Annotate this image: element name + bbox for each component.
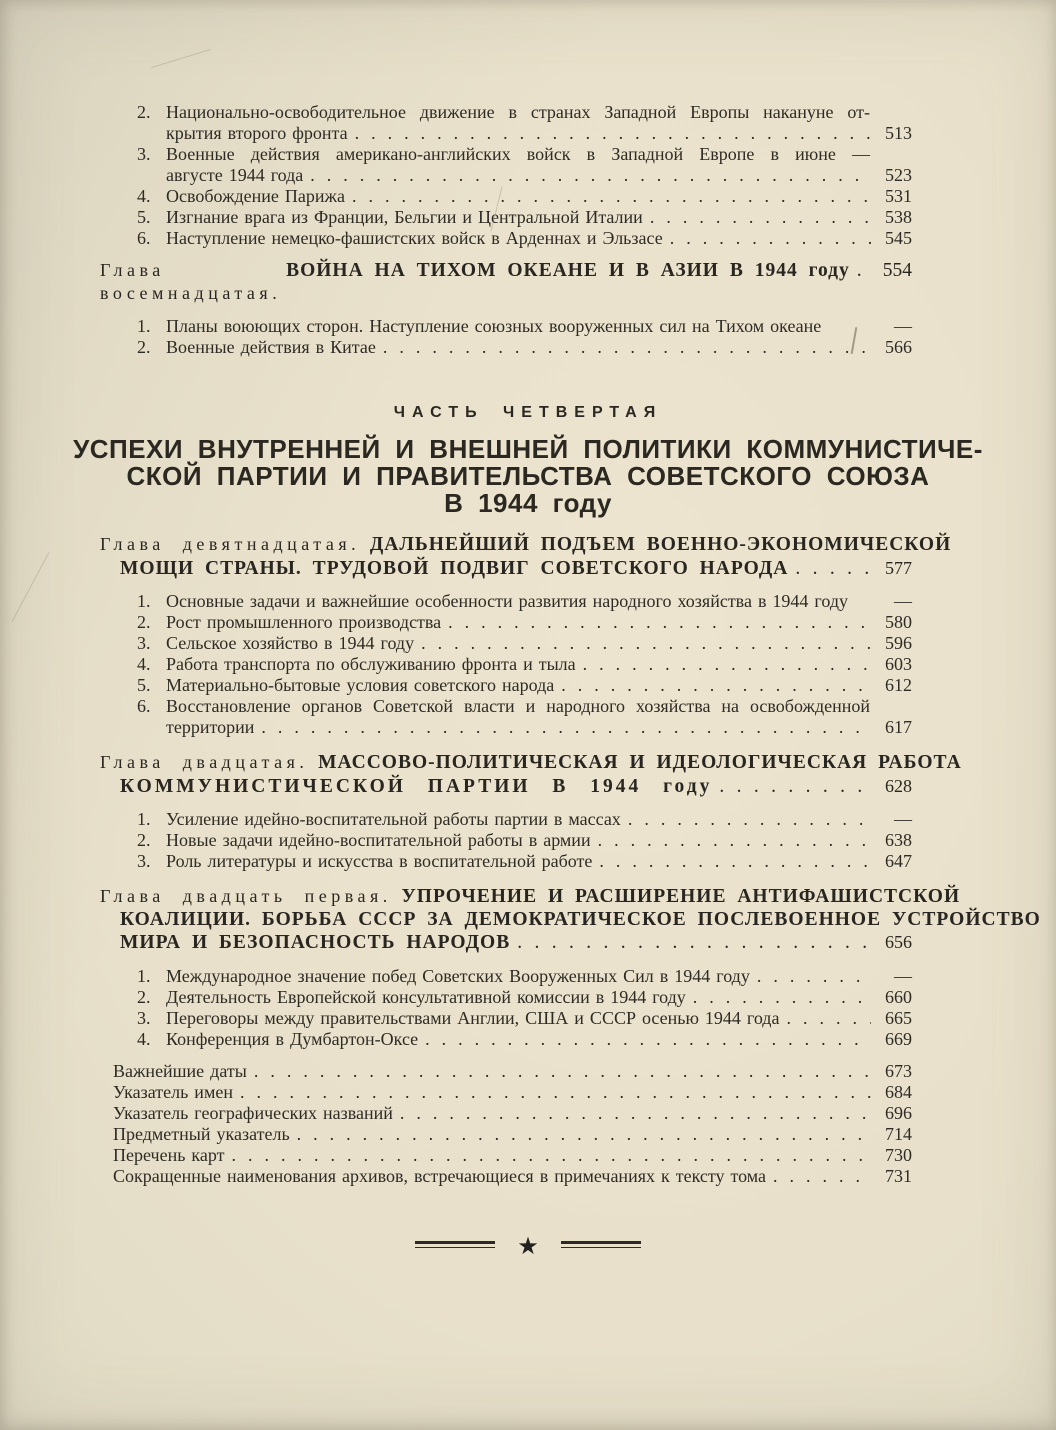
page-number: 513 [885, 123, 912, 143]
dot-leader [383, 337, 871, 358]
dot-leader [352, 186, 871, 207]
toc-entry [100, 851, 912, 872]
dot-leader [425, 1029, 871, 1050]
toc-entry [100, 696, 912, 738]
chapter-name: Глава двадцатая. [100, 752, 309, 772]
chapter-title: МАССОВО-ПОЛИТИЧЕСКАЯ И ИДЕОЛОГИЧЕСКАЯ РАБОТА [318, 752, 962, 773]
page-number: — [894, 316, 912, 336]
entry-number: 2. [137, 337, 151, 357]
page-number: 731 [885, 1165, 912, 1186]
entry-number: 3. [137, 633, 151, 653]
entry-number: 5. [137, 675, 151, 695]
entry-number: 1. [137, 965, 151, 986]
entry-text: августе 1944 года [166, 165, 304, 185]
chapter-heading [100, 751, 962, 798]
page-number: 665 [885, 1007, 912, 1028]
dot-leader [857, 260, 871, 283]
chapter-title: МОЩИ СТРАНЫ. ТРУДОВОЙ ПОДВИГ СОВЕТСКОГО НАРОДА [120, 557, 789, 579]
page-number: 647 [885, 851, 912, 871]
dot-leader [757, 966, 871, 987]
entry-text: Военные действия в Китае [166, 337, 376, 357]
entry-text: Сельское хозяйство в 1944 году [166, 633, 415, 653]
page-number: 660 [885, 986, 912, 1007]
dot-leader [310, 165, 871, 186]
entry-number: 1. [137, 316, 151, 336]
dot-leader [400, 1103, 871, 1124]
chapter-heading [100, 533, 952, 580]
entry-text: Указатель географических названий [113, 1102, 393, 1123]
dot-leader [421, 633, 871, 654]
chapter-title: КОММУНИСТИЧЕСКОЙ ПАРТИИ В 1944 году [120, 775, 713, 797]
toc-entry [100, 654, 912, 675]
dot-leader [795, 558, 871, 581]
entry-number: 3. [137, 1007, 151, 1028]
entry-number: 5. [137, 207, 151, 227]
page-number: 596 [885, 633, 912, 653]
entry-number: 2. [137, 986, 151, 1007]
crease-line [151, 49, 211, 68]
entry-number: 2. [137, 612, 151, 632]
entry-number: 6. [137, 696, 151, 716]
entry-text: Важнейшие даты [113, 1060, 247, 1081]
entry-text: Планы воюющих сторон. Наступление союзных вооруженных сил на Тихом океане [166, 316, 822, 336]
dot-leader [693, 987, 871, 1008]
page-number: 696 [885, 1102, 912, 1123]
toc-entry [100, 186, 912, 207]
part-title [0, 436, 1056, 517]
chapter-title: ВОЙНА НА ТИХОМ ОКЕАНЕ И В АЗИИ В 1944 году [286, 260, 850, 281]
entry-text: Освобождение Парижа [166, 186, 345, 206]
back-matter-entry [100, 1145, 912, 1166]
toc-entry [100, 144, 912, 186]
back-matter-entry [100, 1061, 912, 1082]
entry-text: Международное значение побед Советских Вооруженных Сил в 1944 году [166, 965, 750, 986]
entry-number: 1. [137, 809, 151, 829]
double-rule [415, 1241, 495, 1248]
toc-entry [100, 316, 912, 337]
entry-text: Материально-бытовые условия советского народа [166, 675, 555, 695]
page-number: 669 [885, 1028, 912, 1049]
page-number: 656 [885, 932, 912, 952]
dot-leader [232, 1145, 871, 1166]
dot-leader [598, 830, 871, 851]
part-title-line: В 1944 году [444, 488, 612, 518]
toc-entry [100, 207, 912, 228]
dot-leader [650, 207, 871, 228]
entry-text: Деятельность Европейской консультативной комиссии в 1944 году [166, 986, 686, 1007]
toc-entry [100, 612, 912, 633]
entry-text: Изгнание врага из Франции, Бельгии и Центральной Италии [166, 207, 643, 227]
entry-text: Военные действия американо-английских войск в Западной Европе в июне — [166, 144, 870, 164]
toc-entry [100, 809, 912, 830]
page-number: 580 [885, 612, 912, 632]
entry-text: крытия второго фронта [166, 123, 348, 143]
back-matter-entry [100, 1124, 912, 1145]
section-divider [0, 1231, 1056, 1260]
page-number: 603 [885, 654, 912, 674]
entry-text: Восстановление органов Советской власти и народного хозяйства на освобожденной [166, 696, 870, 716]
page-number: 612 [885, 675, 912, 695]
toc-entry [100, 987, 912, 1008]
page-number: 628 [885, 775, 912, 796]
entry-number: 3. [137, 851, 151, 871]
entry-text: Указатель имен [113, 1081, 233, 1102]
page-number: 617 [885, 717, 912, 737]
entry-text: территории [166, 717, 255, 737]
chapter-name: Глава девятнадцатая. [100, 534, 361, 554]
entry-text: Новые задачи идейно-воспитательной работы в армии [166, 830, 591, 850]
entry-text: Предметный указатель [113, 1123, 290, 1144]
page-number: — [894, 809, 912, 829]
toc-entry [100, 1008, 912, 1029]
dot-leader [773, 1166, 871, 1187]
dot-leader [719, 776, 871, 799]
back-matter-entry [100, 1166, 912, 1187]
entry-text: Наступление немецко-фашистских войск в Арденнах и Эльзасе [166, 228, 663, 248]
dot-leader [599, 851, 871, 872]
table-of-contents [73, 102, 1041, 1260]
entry-number: 3. [137, 144, 151, 164]
entry-text: Сокращенные наименования архивов, встречающиеся в примечаниях к тексту тома [113, 1165, 767, 1186]
page-number: 566 [885, 337, 912, 357]
page-number: 538 [885, 207, 912, 227]
page-number: 684 [885, 1081, 912, 1102]
dot-leader [561, 675, 871, 696]
entry-text: Переговоры между правительствами Англии, США и СССР осенью 1944 года [166, 1007, 780, 1028]
toc-entry [100, 633, 912, 654]
chapter-title: КОАЛИЦИИ. БОРЬБА СССР ЗА ДЕМОКРАТИЧЕСКОЕ ПОСЛЕВОЕННОЕ УСТРОЙСТВО [120, 908, 1041, 930]
toc-entry [100, 102, 912, 144]
dot-leader [583, 654, 871, 675]
part-kicker: ЧАСТЬ ЧЕТВЕРТАЯ [393, 404, 663, 421]
dot-leader [786, 1008, 871, 1029]
entry-number: 2. [137, 102, 151, 122]
back-matter-entry [100, 1082, 912, 1103]
entry-text: Роль литературы и искусства в воспитательной работе [166, 851, 593, 871]
toc-entry [100, 228, 912, 249]
entry-text: Рост промышленного производства [166, 612, 442, 632]
chapter-title: УПРОЧЕНИЕ И РАСШИРЕНИЕ АНТИФАШИСТСКОЙ [401, 886, 961, 907]
page-number: 554 [882, 260, 912, 281]
entry-number: 2. [137, 830, 151, 850]
entry-text: Национально-освободительное движение в странах Западной Европы накануне от- [166, 102, 870, 122]
dot-leader [297, 1124, 871, 1145]
back-matter-list [100, 1061, 912, 1187]
part-title-line: СКОЙ ПАРТИИ И ПРАВИТЕЛЬСТВА СОВЕТСКОГО СОЮЗА [126, 461, 930, 491]
toc-entry [100, 966, 912, 987]
chapter-title: МИРА И БЕЗОПАСНОСТЬ НАРОДОВ [120, 932, 511, 953]
page-number: 638 [885, 830, 912, 850]
toc-entry [100, 337, 912, 358]
part-heading [0, 404, 1056, 517]
entry-number: 1. [137, 591, 151, 611]
page-number: — [894, 591, 912, 611]
star-glyph: ★ [517, 1231, 539, 1260]
dot-leader [628, 809, 871, 830]
double-rule [561, 1241, 641, 1248]
page-number: 523 [885, 165, 912, 185]
dot-leader [240, 1082, 871, 1103]
entry-text: Основные задачи и важнейшие особенности развития народного хозяйства в 1944 году [166, 591, 849, 611]
chapter-name: Глава восемнадцатая. [100, 260, 282, 303]
page-number: 714 [885, 1123, 912, 1144]
entry-number: 6. [137, 228, 151, 248]
page-number: — [894, 965, 912, 986]
chapter-heading [100, 885, 1041, 955]
dot-leader [448, 612, 871, 633]
chapter-title: ДАЛЬНЕЙШИЙ ПОДЪЕМ ВОЕННО-ЭКОНОМИЧЕСКОЙ [369, 534, 952, 555]
toc-entry [100, 1029, 912, 1050]
page-number: 673 [885, 1060, 912, 1081]
entry-number: 4. [137, 654, 151, 674]
dot-leader [254, 1061, 871, 1082]
chapter-heading [100, 259, 912, 304]
dot-leader [670, 228, 871, 249]
entry-number: 4. [137, 186, 151, 206]
entry-text: Перечень карт [113, 1144, 225, 1165]
page-number: 730 [885, 1144, 912, 1165]
back-matter-entry [100, 1103, 912, 1124]
dot-leader [517, 932, 871, 955]
entry-text: Усиление идейно-воспитательной работы партии в массах [166, 809, 621, 829]
page-number: 577 [885, 557, 912, 578]
dot-leader [355, 123, 871, 144]
dot-leader [261, 717, 871, 738]
toc-entry [100, 591, 912, 612]
chapter-name: Глава двадцать первая. [100, 886, 392, 906]
page-number: 545 [885, 228, 912, 248]
entry-text: Работа транспорта по обслуживанию фронта и тыла [166, 654, 576, 674]
crease-line [12, 552, 50, 621]
entry-number: 4. [137, 1028, 151, 1049]
toc-entry [100, 675, 912, 696]
entry-text: Конференция в Думбартон-Оксе [166, 1028, 419, 1049]
page-number: 531 [885, 186, 912, 206]
part-title-line: УСПЕХИ ВНУТРЕННЕЙ И ВНЕШНЕЙ ПОЛИТИКИ КОММУНИСТИЧЕ- [73, 434, 983, 464]
toc-entry [100, 830, 912, 851]
